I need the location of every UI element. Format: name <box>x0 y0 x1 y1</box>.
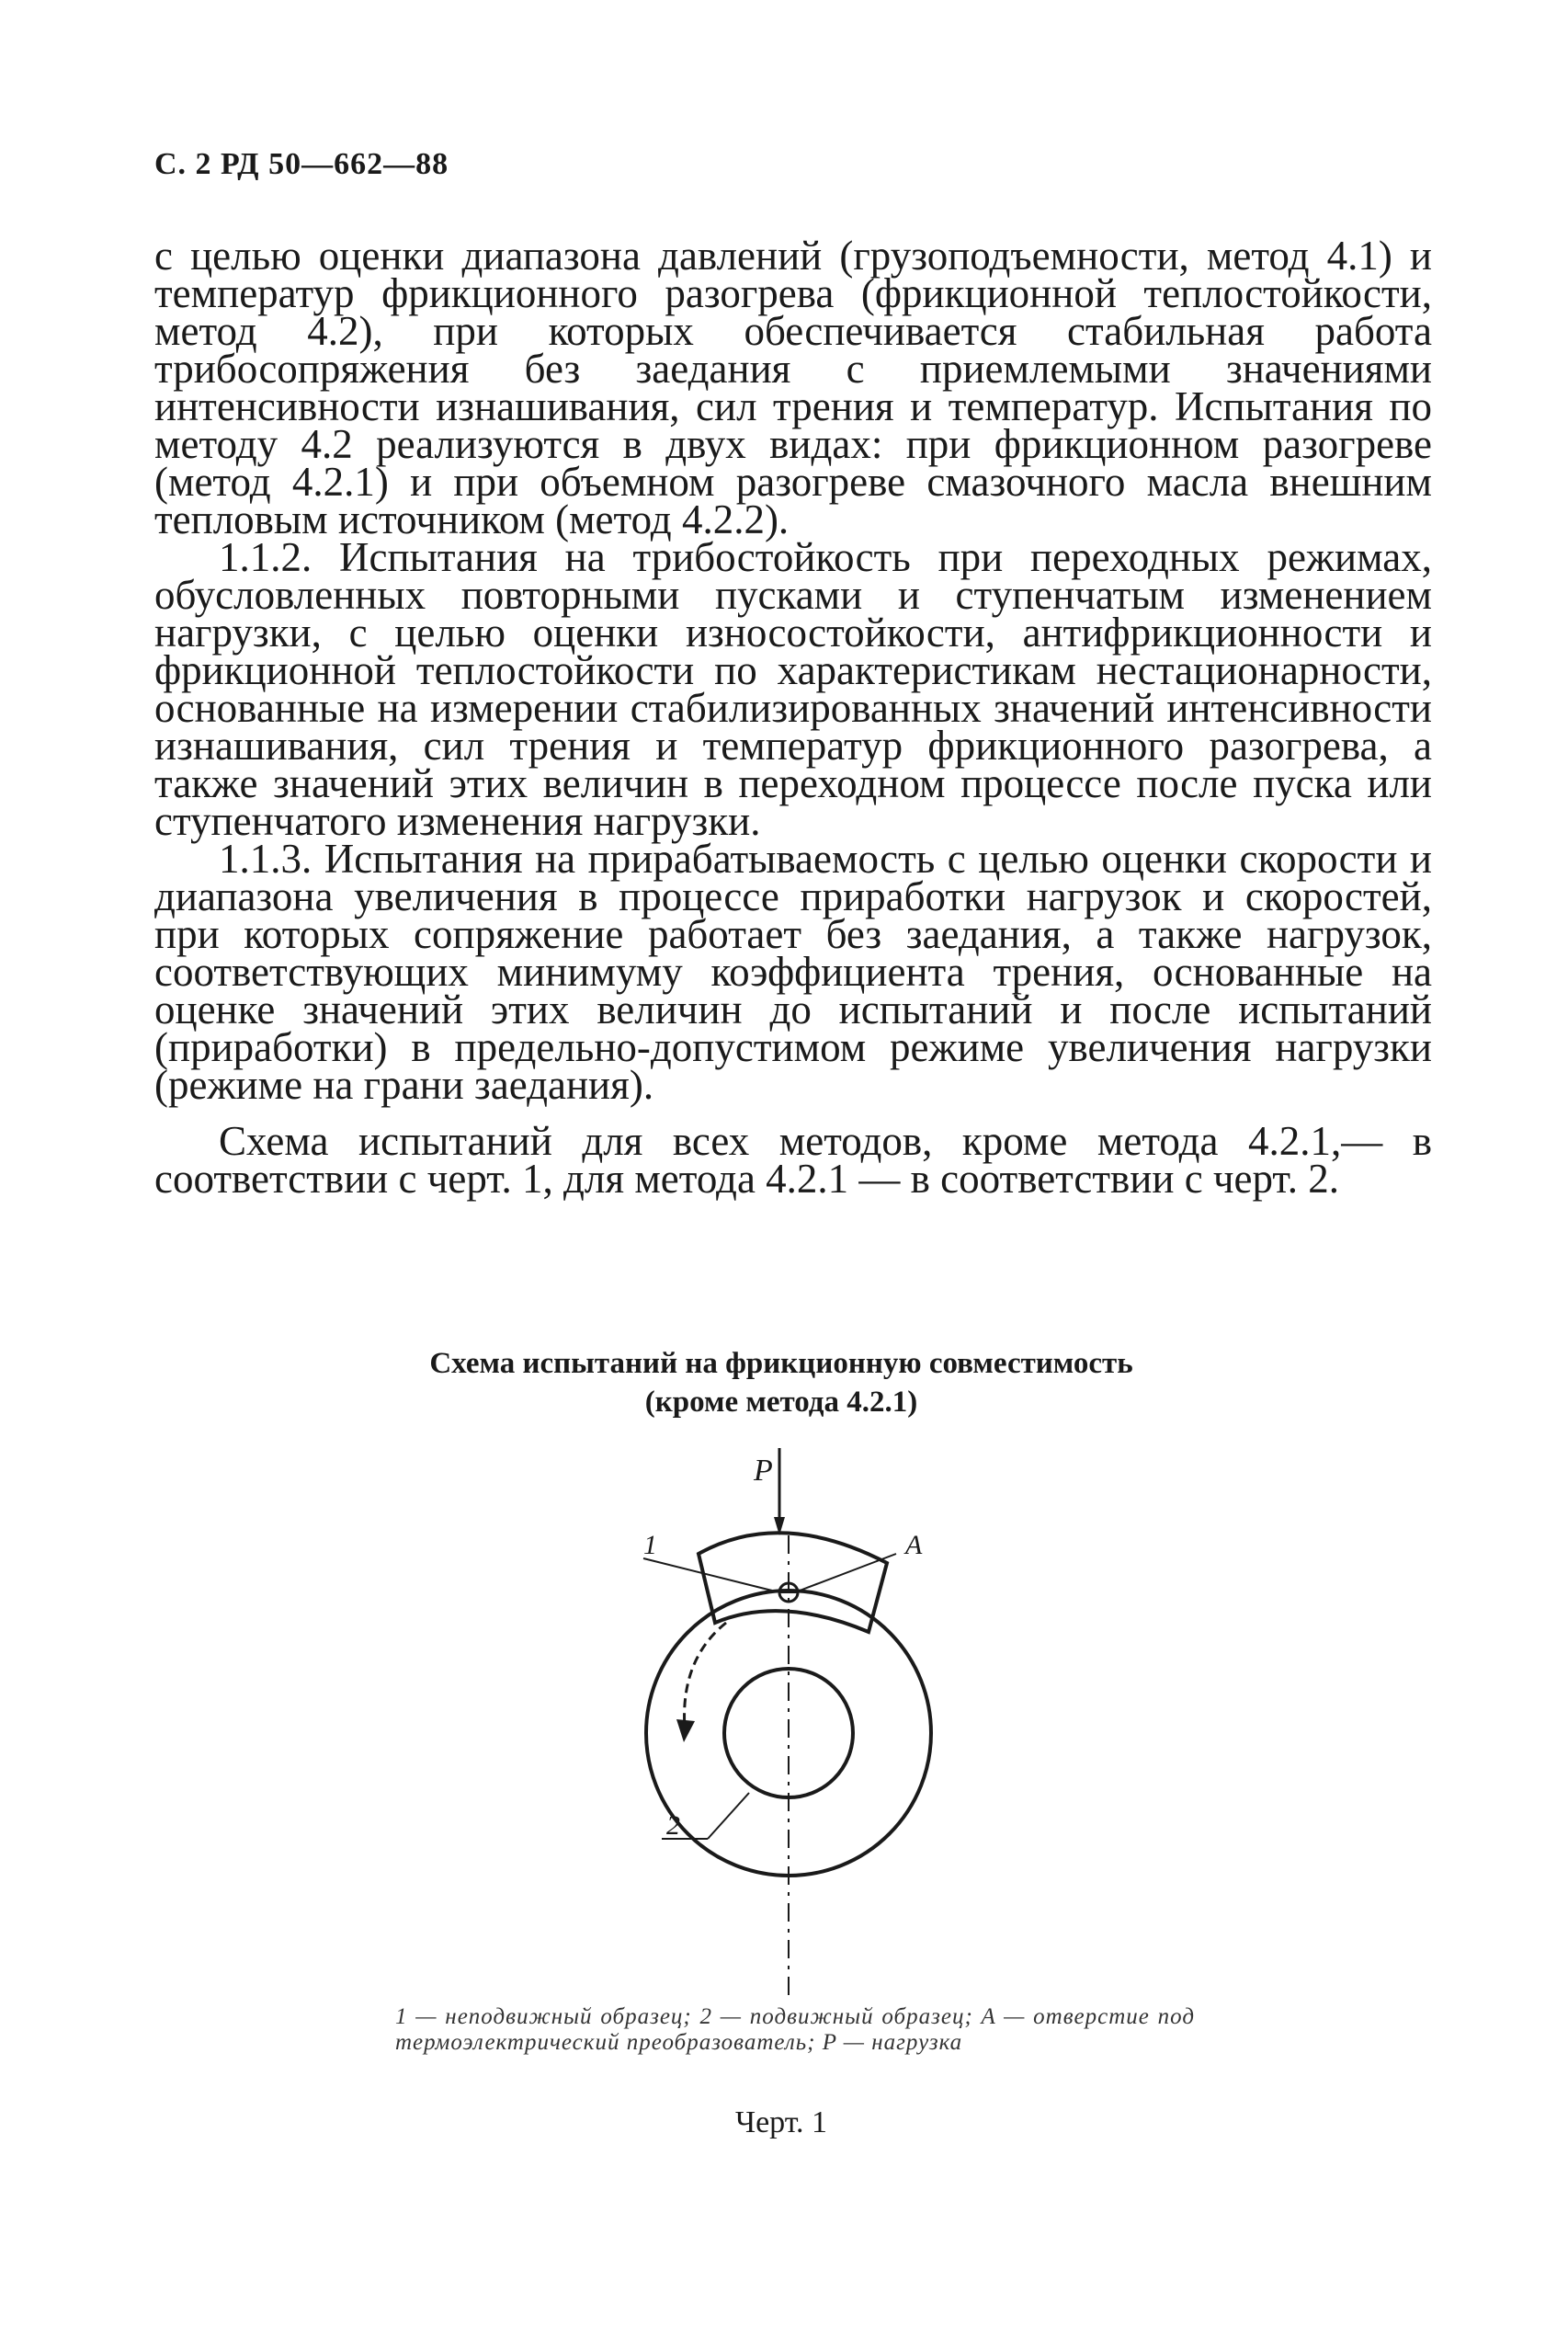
figure-title <box>312 1344 1250 1421</box>
rotation-arc <box>685 1623 726 1728</box>
page-header: С. 2 РД 50—662—88 <box>154 147 449 181</box>
label-2: 2 <box>666 1810 680 1841</box>
paragraph-1-1-2: 1.1.2. Испытания на трибостойкость при переходных режимах, обусловленных повторными пусками и ступенчатым изменением нагрузки, с целью оценки износостойкости, антифрикционности и фрикционной теплостойкости по характеристикам нестационарности, основанные на измерении стабилизированных значений интенсивности изнашивания, сил трения и температур фрикционного разогрева, а также значений этих величин в переходном процессе после пуска или ступенчатого изменения нагрузки. <box>154 534 1432 844</box>
rotation-arrow-icon <box>676 1719 695 1742</box>
figure-number: Черт. 1 <box>734 2105 828 2139</box>
label-1: 1 <box>643 1530 657 1560</box>
figure-caption: 1 — неподвижный образец; 2 — подвижный образец; A — отверстие под термоэлектрический преобразователь; P — нагрузка <box>395 2004 1195 2055</box>
label-p: P <box>754 1454 773 1488</box>
paragraph-1-1-3: 1.1.3. Испытания на прирабатываемость с целью оценки скорости и диапазона увеличения в процессе приработки нагрузок и скоростей, при которых сопряжение работает без заедания, а также нагрузок, соответствующих минимуму коэффициента трения, основанные на оценке значений этих величин до испытаний и после испытаний (приработки) в предельно-допустимом режиме увеличения нагрузки (режиме на грани заедания). <box>154 836 1432 1108</box>
paragraph-scheme: Схема испытаний для всех методов, кроме метода 4.2.1,— в соответствии с черт. 1, для метода 4.2.1 — в соответствии с черт. 2. <box>154 1118 1432 1202</box>
label-a: A <box>905 1530 923 1560</box>
figure-title-line1: Схема испытаний на фрикционную совместимость <box>429 1347 1133 1380</box>
figure-title-line2: (кроме метода 4.2.1) <box>644 1386 918 1419</box>
stationary-specimen <box>699 1533 887 1632</box>
paragraph-continuation: с целью оценки диапазона давлений (грузоподъемности, метод 4.1) и температур фрикционного разогрева (фрикционной теплостойкости, метод 4.2), при которых обеспечивается стабильная работа трибосопряжения без заедания с приемлемыми значениями интенсивности изнашивания, сил трения и температур. Испытания по методу 4.2 реализуются в двух видах: при фрикционном разогреве (метод 4.2.1) и при объемном разогреве смазочного масла внешним тепловым источником (метод 4.2.2). <box>154 233 1432 542</box>
leader-2 <box>708 1793 749 1839</box>
test-scheme-diagram <box>588 1443 974 1841</box>
body-text <box>154 233 1432 1202</box>
